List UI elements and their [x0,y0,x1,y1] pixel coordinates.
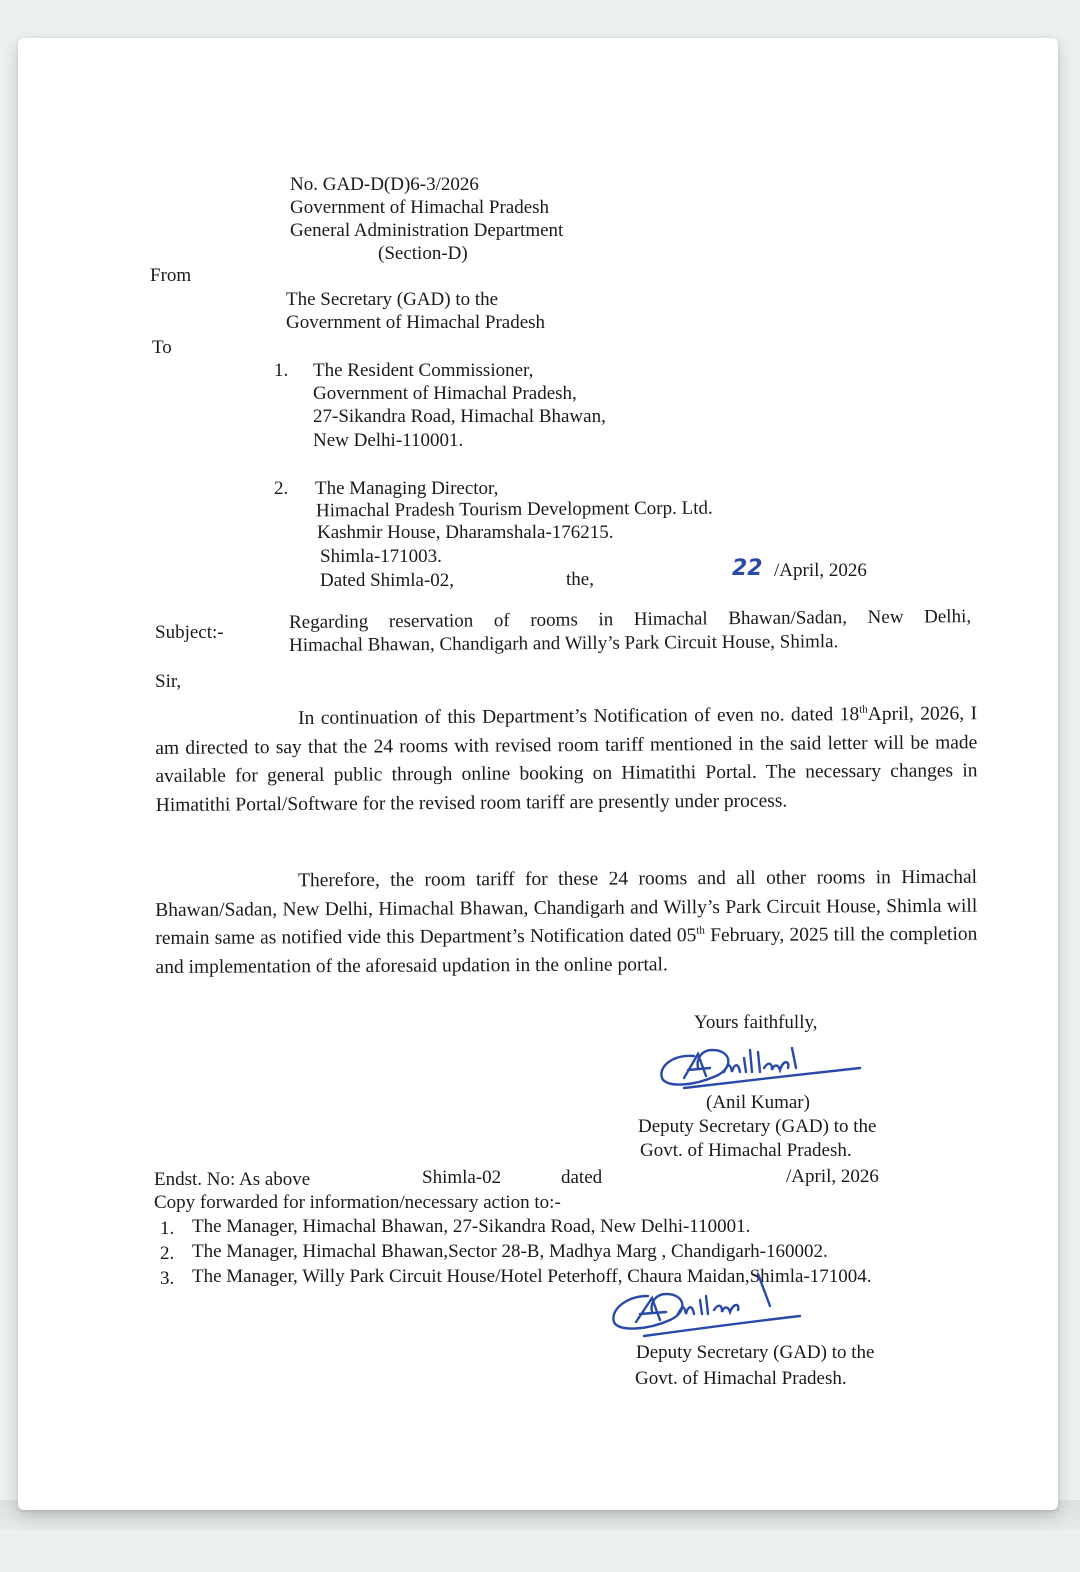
recipient-line: Himachal Pradesh Tourism Development Corp. Ltd. [315,497,713,522]
recipient-line: 27-Sikandra Road, Himachal Bhawan, [313,406,606,427]
ordinal-suffix: th [696,924,705,937]
endorsement-month-year: /April, 2026 [786,1166,879,1187]
from-line: The Secretary (GAD) to the [286,289,499,310]
reference-number: No. GAD-D(D)6-3/2026 [290,174,479,195]
recipient-number: 1. [274,360,289,381]
copy-number: 1. [160,1218,175,1239]
department-name: General Administration Department [290,220,564,241]
paragraph-1-text-cont: April, 2026, I am directed to say that the 24 rooms with revised room tariff mentioned in the said letter will be made available for general public through online booking on Himatithi Portal. The necessary changes in Himatithi Portal/Software for the revised room tariff are presently under process. [155,703,978,816]
recipient-line: New Delhi-110001. [313,430,464,451]
subject-label: Subject:- [155,622,224,643]
salutation: Sir, [155,671,182,692]
recipient-line: The Managing Director, [315,478,499,499]
dated-place: Dated Shimla-02, [320,570,455,591]
ordinal-suffix: th [859,703,868,716]
copy-number: 3. [160,1268,175,1289]
signatory-name: (Anil Kumar) [706,1092,810,1113]
recipient-line: Shimla-171003. [320,546,442,567]
endorsement-dated: dated [561,1167,603,1188]
government-name: Government of Himachal Pradesh [290,197,550,218]
from-label: From [150,265,192,286]
paragraph-2 [155,864,978,982]
recipient-number: 2. [274,478,289,499]
signatory-designation: Deputy Secretary (GAD) to the [638,1116,877,1137]
paragraph-2-text-cont: February, 2025 till the completion and implementation of the aforesaid updation in the online portal. [155,923,978,978]
document-page [18,38,1058,1510]
signature-image [654,1028,864,1098]
recipient-line: The Resident Commissioner, [313,360,534,381]
handwritten-day: 22 [732,556,763,581]
to-label: To [152,337,172,358]
dated-month-year: /April, 2026 [774,560,867,581]
section-name: (Section-D) [378,243,468,264]
copy-recipient: The Manager, Himachal Bhawan, 27-Sikandra Road, New Delhi-110001. [192,1216,751,1237]
signature-image [608,1270,808,1342]
signatory-designation: Govt. of Himachal Pradesh. [640,1140,852,1161]
paragraph-2-text: Therefore, the room tariff for these 24 rooms and all other rooms in Himachal Bhawan/Sadan, New Delhi, Himachal Bhawan, Chandigarh and Willy’s Park Circuit House, Shimla will remain same as notified vide this Department’s Notification dated 05 [155,866,978,949]
second-designation: Deputy Secretary (GAD) to the [636,1342,875,1363]
recipient-line: Government of Himachal Pradesh, [313,383,577,404]
copy-number: 2. [160,1243,175,1264]
subject-line: Regarding reservation of rooms in Himachal Bhawan/Sadan, New Delhi, [289,606,972,633]
recipient-line: Kashmir House, Dharamshala-176215. [317,522,614,543]
copy-recipient: The Manager, Willy Park Circuit House/Hotel Peterhoff, Chaura Maidan,Shimla-171004. [192,1266,872,1287]
paragraph-1 [155,700,978,820]
second-designation: Govt. of Himachal Pradesh. [635,1368,847,1389]
closing: Yours faithfully, [694,1012,818,1033]
subject-line: Himachal Bhawan, Chandigarh and Willy’s Park Circuit House, Shimla. [289,631,839,656]
endorsement-number: Endst. No: As above [154,1169,311,1190]
copy-intro: Copy forwarded for information/necessary action to:- [154,1192,561,1213]
endorsement-place: Shimla-02 [422,1167,502,1188]
copy-recipient: The Manager, Himachal Bhawan,Sector 28-B, Madhya Marg , Chandigarh-160002. [192,1241,828,1262]
dated-the: the, [566,569,594,590]
from-line: Government of Himachal Pradesh [286,312,546,333]
paragraph-1-text: In continuation of this Department’s Notification of even no. dated 18 [298,704,860,730]
